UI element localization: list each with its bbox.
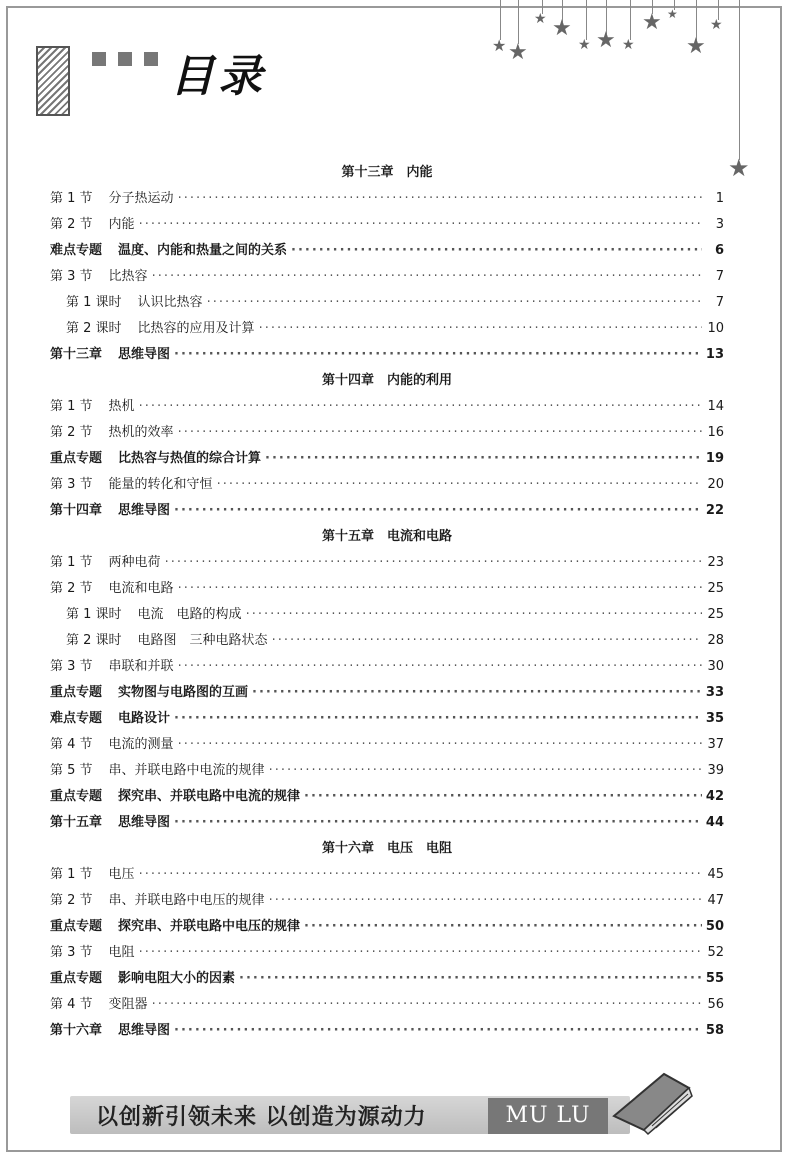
star-icon: ★ [667, 7, 678, 21]
star-icon: ★ [492, 36, 507, 55]
toc-entry[interactable] [50, 212, 724, 238]
chapter-heading: 第十六章 电压 电阻 [321, 841, 452, 856]
dot-leader [152, 264, 702, 290]
toc-entry-title: 电压 [108, 867, 135, 882]
toc-entry-page: 50 [705, 919, 724, 934]
toc-entry-label: 第 2 节 [50, 425, 93, 440]
dot-leader [246, 602, 702, 628]
toc-entry[interactable] [50, 966, 724, 992]
dot-leader [178, 420, 702, 446]
dot-leader [272, 628, 702, 654]
toc-entry-title: 电流和电路 [108, 581, 174, 596]
toc-entry-label: 第 2 节 [50, 893, 93, 908]
toc-entry-title: 串、并联电路中电流的规律 [108, 763, 265, 778]
dot-leader [139, 394, 702, 420]
toc-entry-title: 思维导图 [118, 1023, 171, 1038]
toc-entry-title: 温度、内能和热量之间的关系 [118, 243, 288, 258]
toc-entry[interactable] [50, 290, 724, 316]
toc-entry-label: 第 4 节 [50, 997, 93, 1012]
toc-entry-title: 思维导图 [118, 503, 171, 518]
toc-entry[interactable] [50, 238, 724, 264]
toc-entry-label: 重点专题 [50, 789, 103, 804]
header-decoration-square [118, 52, 132, 66]
toc-entry-page: 20 [707, 477, 724, 492]
dot-leader [174, 706, 702, 732]
toc-entry-page: 10 [707, 321, 724, 336]
dot-leader [139, 862, 702, 888]
toc-entry-page: 13 [705, 347, 724, 362]
toc-entry-page: 3 [715, 217, 724, 232]
toc-entry[interactable] [50, 550, 724, 576]
toc-entry[interactable] [50, 420, 724, 446]
toc-entry[interactable] [50, 446, 724, 472]
open-book-icon [604, 1066, 694, 1136]
dot-leader [165, 550, 702, 576]
toc-entry-label: 第十三章 [50, 347, 103, 362]
toc-entry-label: 第 1 节 [50, 399, 93, 414]
toc-entry-label: 第 1 课时 [66, 295, 122, 310]
dot-leader [139, 940, 702, 966]
toc-entry-page: 25 [707, 581, 724, 596]
toc-entry-title: 电流 电路的构成 [137, 607, 242, 622]
toc-entry-title: 变阻器 [108, 997, 148, 1012]
table-of-contents [50, 160, 724, 1044]
toc-entry[interactable] [50, 784, 724, 810]
toc-entry-label: 第 3 节 [50, 659, 93, 674]
star-icon: ★ [686, 34, 706, 59]
dot-leader [207, 290, 702, 316]
chapter-heading: 第十四章 内能的利用 [321, 373, 452, 388]
toc-entry[interactable] [50, 186, 724, 212]
toc-entry-page: 58 [705, 1023, 724, 1038]
toc-entry-page: 56 [707, 997, 724, 1012]
toc-entry[interactable] [50, 1018, 724, 1044]
toc-entry-page: 37 [707, 737, 724, 752]
toc-entry-label: 第 5 节 [50, 763, 93, 778]
chapter-heading: 第十三章 内能 [341, 165, 433, 180]
toc-entry-title: 热机 [108, 399, 135, 414]
toc-entry[interactable] [50, 680, 724, 706]
toc-entry-label: 第 2 节 [50, 217, 93, 232]
toc-entry-label: 第十四章 [50, 503, 103, 518]
toc-entry-page: 16 [707, 425, 724, 440]
toc-entry-page: 22 [705, 503, 724, 518]
dot-leader [259, 316, 702, 342]
toc-entry-label: 第 1 课时 [66, 607, 122, 622]
toc-entry-title: 实物图与电路图的互画 [118, 685, 249, 700]
toc-entry-label: 第十六章 [50, 1023, 103, 1038]
star-icon: ★ [596, 28, 616, 53]
dot-leader [174, 1018, 702, 1044]
dot-leader [239, 966, 702, 992]
toc-entry-title: 思维导图 [118, 815, 171, 830]
dot-leader [174, 342, 702, 368]
toc-entry-page: 1 [715, 191, 724, 206]
toc-entry-title: 分子热运动 [108, 191, 174, 206]
dot-leader [178, 732, 702, 758]
toc-entry[interactable] [50, 654, 724, 680]
toc-entry-label: 第 1 节 [50, 867, 93, 882]
toc-entry[interactable] [50, 888, 724, 914]
toc-entry-label: 第 2 课时 [66, 633, 122, 648]
toc-entry-page: 25 [707, 607, 724, 622]
dot-leader [252, 680, 702, 706]
toc-entry-page: 44 [705, 815, 724, 830]
toc-entry-label: 重点专题 [50, 971, 103, 986]
page-title: 目录 [170, 51, 266, 102]
toc-entry[interactable] [50, 394, 724, 420]
toc-entry[interactable] [50, 992, 724, 1018]
toc-entry-page: 35 [705, 711, 724, 726]
toc-entry-page: 47 [707, 893, 724, 908]
toc-entry[interactable] [50, 498, 724, 524]
toc-entry-label: 第 2 节 [50, 581, 93, 596]
toc-entry[interactable] [50, 706, 724, 732]
toc-entry-title: 探究串、并联电路中电压的规律 [118, 919, 301, 934]
star-icon: ★ [728, 154, 750, 182]
dot-leader [265, 446, 702, 472]
toc-entry-page: 33 [705, 685, 724, 700]
toc-entry-title: 比热容的应用及计算 [137, 321, 255, 336]
toc-entry-label: 第 1 节 [50, 191, 93, 206]
toc-entry-title: 认识比热容 [137, 295, 203, 310]
toc-entry-title: 影响电阻大小的因素 [118, 971, 236, 986]
dot-leader [291, 238, 702, 264]
toc-entry-title: 电路设计 [118, 711, 171, 726]
toc-entry-page: 23 [707, 555, 724, 570]
header-decoration-box [36, 46, 70, 116]
dot-leader [217, 472, 702, 498]
header-decoration-square [144, 52, 158, 66]
toc-entry-label: 难点专题 [50, 711, 103, 726]
toc-entry-label: 重点专题 [50, 919, 103, 934]
toc-entry[interactable] [50, 810, 724, 836]
toc-entry[interactable] [50, 264, 724, 290]
toc-entry-page: 7 [715, 269, 724, 284]
toc-entry-label: 第 2 课时 [66, 321, 122, 336]
toc-entry-page: 39 [707, 763, 724, 778]
toc-entry[interactable] [50, 316, 724, 342]
toc-entry-title: 电路图 三种电路状态 [137, 633, 268, 648]
star-icon: ★ [508, 40, 528, 65]
toc-entry[interactable] [50, 576, 724, 602]
toc-entry-page: 45 [707, 867, 724, 882]
toc-entry-label: 重点专题 [50, 451, 103, 466]
toc-entry-page: 6 [714, 243, 724, 258]
star-icon: ★ [642, 10, 662, 35]
star-icon: ★ [578, 37, 591, 53]
star-icon: ★ [622, 37, 635, 53]
toc-entry-title: 比热容 [108, 269, 148, 284]
toc-entry-title: 探究串、并联电路中电流的规律 [118, 789, 301, 804]
dot-leader [174, 498, 702, 524]
toc-entry-label: 第 4 节 [50, 737, 93, 752]
star-icon: ★ [552, 16, 572, 41]
dot-leader [178, 654, 702, 680]
chapter-heading: 第十五章 电流和电路 [321, 529, 452, 544]
toc-entry-page: 19 [705, 451, 724, 466]
toc-entry-title: 思维导图 [118, 347, 171, 362]
toc-entry-title: 热机的效率 [108, 425, 174, 440]
dot-leader [152, 992, 702, 1018]
toc-entry[interactable] [50, 862, 724, 888]
toc-entry-title: 电阻 [108, 945, 135, 960]
toc-entry-label: 第十五章 [50, 815, 103, 830]
dot-leader [139, 212, 702, 238]
dot-leader [304, 914, 702, 940]
header-decoration-square [92, 52, 106, 66]
toc-entry-title: 两种电荷 [108, 555, 161, 570]
toc-entry-label: 第 1 节 [50, 555, 93, 570]
dot-leader [178, 186, 702, 212]
toc-entry[interactable] [50, 602, 724, 628]
toc-entry[interactable] [50, 342, 724, 368]
toc-entry-title: 比热容与热值的综合计算 [118, 451, 262, 466]
toc-entry-page: 30 [707, 659, 724, 674]
toc-entry[interactable] [50, 472, 724, 498]
toc-entry-label: 重点专题 [50, 685, 103, 700]
toc-entry-page: 14 [707, 399, 724, 414]
toc-entry-page: 52 [707, 945, 724, 960]
footer-badge: MU LU [488, 1098, 608, 1134]
toc-entry-page: 55 [705, 971, 724, 986]
star-icon: ★ [710, 17, 723, 33]
dot-leader [304, 784, 702, 810]
toc-entry[interactable] [50, 758, 724, 784]
toc-entry[interactable] [50, 940, 724, 966]
toc-entry-page: 28 [707, 633, 724, 648]
toc-entry[interactable] [50, 732, 724, 758]
dot-leader [178, 576, 702, 602]
toc-entry-page: 7 [715, 295, 724, 310]
toc-entry-title: 串、并联电路中电压的规律 [108, 893, 265, 908]
toc-entry-label: 难点专题 [50, 243, 103, 258]
toc-entry-title: 串联和并联 [108, 659, 174, 674]
toc-entry-title: 电流的测量 [108, 737, 174, 752]
dot-leader [174, 810, 702, 836]
toc-entry[interactable] [50, 628, 724, 654]
toc-entry-title: 内能 [108, 217, 135, 232]
toc-entry-label: 第 3 节 [50, 477, 93, 492]
toc-entry-label: 第 3 节 [50, 269, 93, 284]
toc-entry-page: 42 [705, 789, 724, 804]
toc-entry[interactable] [50, 914, 724, 940]
star-icon: ★ [534, 11, 547, 27]
footer-slogan: 以创新引领未来 以创造为源动力 [96, 1105, 427, 1130]
toc-entry-title: 能量的转化和守恒 [108, 477, 213, 492]
dot-leader [269, 758, 702, 784]
dot-leader [269, 888, 702, 914]
toc-entry-label: 第 3 节 [50, 945, 93, 960]
